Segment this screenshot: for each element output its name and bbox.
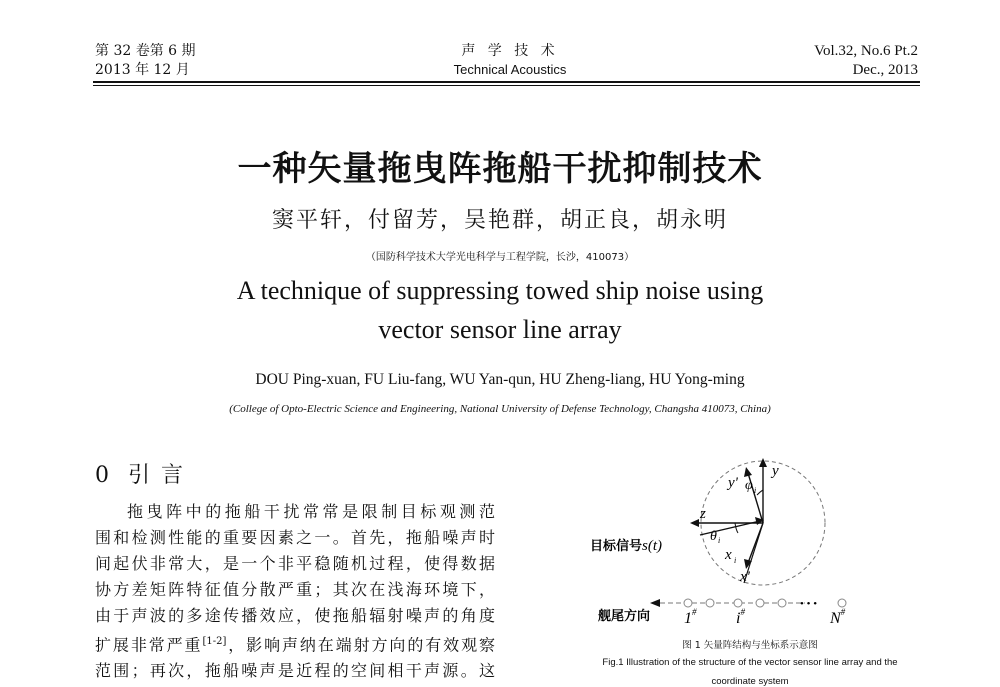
- body-line-with-citation: [95, 629, 495, 658]
- node1-sharp: #: [692, 607, 697, 617]
- journal-name-en: Technical Acoustics: [453, 62, 567, 77]
- nodeN-sharp: #: [840, 607, 846, 617]
- figure-vector-array-diagram: [560, 455, 890, 635]
- sensor-node: [778, 599, 786, 607]
- label-node-1: [684, 607, 697, 627]
- label-y-prime: y': [728, 475, 738, 491]
- label-stern-direction: 舰尾方向: [598, 609, 651, 624]
- nodeN-num: N: [830, 610, 841, 627]
- body-line: 范围；再次，拖船噪声是近程的空间相干声源。这: [95, 661, 495, 681]
- journal-date-cn: 2013 年 12 月: [95, 62, 190, 78]
- sensor-node: [734, 599, 742, 607]
- label-y: y: [772, 463, 779, 479]
- label-theta: θ: [710, 529, 717, 544]
- y-prime-axis-arrow: [744, 467, 752, 477]
- affiliation-en: (College of Opto-Electric Science and Engineering, National University of Defense Technology, Changsha 410073, China): [229, 403, 771, 415]
- intro-paragraph: [95, 499, 495, 684]
- label-signal-st: s(t): [642, 538, 663, 554]
- body-line: 围和检测性能的重要因素之一。首先，拖船噪声时: [95, 528, 495, 547]
- affiliation-cn: （国防科学技术大学光电科学与工程学院，长沙，410073）: [365, 252, 635, 263]
- label-node-i: [736, 607, 745, 627]
- journal-volume-cn: 第 32 卷第 6 期: [95, 43, 196, 59]
- label-theta-sub: i: [718, 536, 721, 545]
- y-axis-arrow: [759, 458, 767, 467]
- sensor-node: [838, 599, 846, 607]
- body-line-part: ，影响声纳在端射方向的有效观察: [226, 635, 495, 655]
- theta-arc: [735, 523, 738, 533]
- node1-num: 1: [684, 610, 692, 627]
- label-x: x: [725, 547, 732, 563]
- paper-title-cn: 一种矢量拖曳阵拖船干扰抑制技术: [237, 149, 763, 189]
- label-target-signal: [590, 538, 662, 554]
- journal-volume-en: Vol.32, No.6 Pt.2: [814, 43, 918, 59]
- sensor-node: [756, 599, 764, 607]
- paper-title-en-line2: vector sensor line array: [378, 315, 622, 344]
- body-line-part: 扩展非常严重: [95, 635, 203, 655]
- section-title: 引 言: [128, 463, 185, 488]
- label-dots: • • •: [800, 598, 818, 610]
- figure-caption-cn: 图 1 矢量阵结构与坐标系示意图: [682, 640, 818, 651]
- label-phi-sub: i: [754, 486, 757, 495]
- header-rule-thin: [93, 85, 920, 86]
- journal-date-en: Dec., 2013: [852, 62, 918, 78]
- section-number: 0: [95, 463, 111, 488]
- label-phi: φ: [745, 478, 753, 493]
- phi-arc: [757, 490, 763, 495]
- sensor-node: [684, 599, 692, 607]
- authors-en: DOU Ping-xuan, FU Liu-fang, WU Yan-qun, HU Zheng-liang, HU Yong-ming: [255, 371, 745, 388]
- figure-caption-en-line1: Fig.1 Illustration of the structure of the vector sensor line array and the: [602, 657, 898, 668]
- label-target-text: 目标信号: [590, 539, 643, 554]
- body-line: 协方差矩阵特征值分散严重；其次在浅海环境下，: [95, 580, 495, 599]
- label-x-prime: x': [740, 569, 750, 585]
- nodei-num: i: [736, 610, 741, 627]
- authors-cn: 窦平轩，付留芳，吴艳群，胡正良，胡永明: [271, 208, 728, 233]
- nodei-sharp: #: [740, 607, 745, 617]
- header-rule-thick: [93, 81, 920, 83]
- label-z: z: [700, 506, 706, 522]
- sensor-node: [706, 599, 714, 607]
- body-line: 由于声波的多途传播效应，使拖船辐射噪声的角度: [95, 606, 495, 625]
- direction-arrow: [650, 599, 660, 607]
- paper-title-en-line1: A technique of suppressing towed ship noise using: [236, 276, 764, 305]
- figure-caption-en-line2: coordinate system: [711, 676, 789, 687]
- section-heading: [95, 458, 185, 489]
- citation-ref[interactable]: [1-2]: [202, 636, 227, 647]
- body-line: 拖曳阵中的拖船干扰常常是限制目标观测范: [127, 502, 495, 521]
- journal-name-cn: 声 学 技 术: [461, 43, 559, 59]
- label-node-N: [829, 607, 846, 627]
- label-x-sub: i: [734, 556, 737, 565]
- body-line: 间起伏非常大，是一个非平稳随机过程，使得数据: [95, 554, 495, 573]
- z-axis-arrow: [690, 519, 699, 527]
